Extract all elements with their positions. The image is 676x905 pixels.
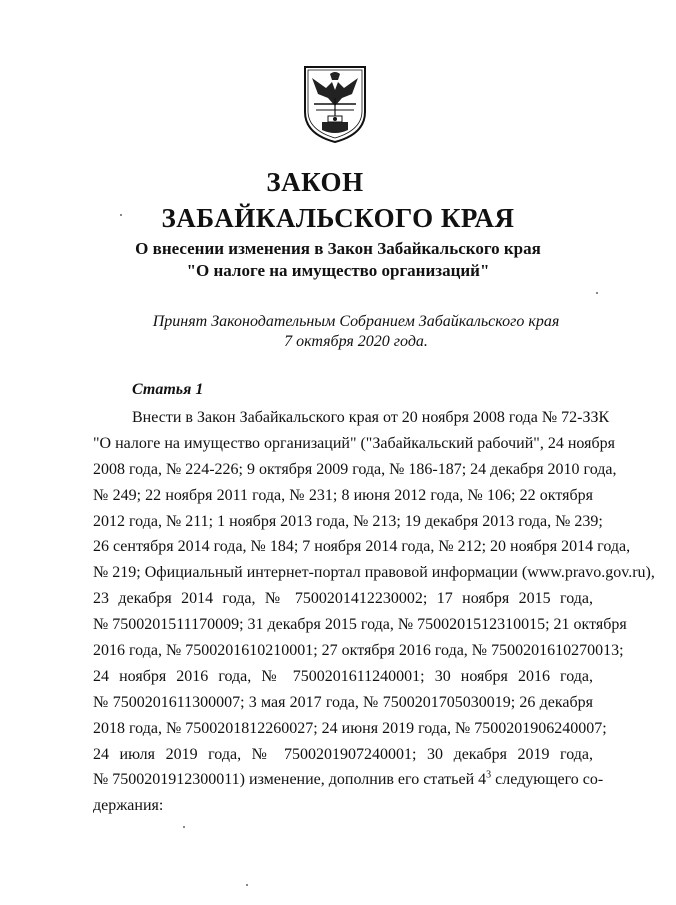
article-line: "О налоге на имущество организаций" ("Забайкальский рабочий", 24 ноября	[93, 434, 615, 452]
article-line: 23 декабря 2014 года, № 7500201412230002; 17 ноября 2015 года,	[93, 590, 593, 608]
adoption-date: 7 октября 2020 года.	[284, 333, 428, 350]
article-line: № 249; 22 ноября 2011 года, № 231; 8 июня 2012 года, № 106; 22 октября	[93, 486, 593, 504]
scan-speck	[120, 214, 122, 216]
article-line: 24 июля 2019 года, № 7500201907240001; 30 декабря 2019 года,	[93, 745, 593, 763]
scan-speck	[183, 826, 185, 828]
article-number-superscript: 3	[486, 770, 492, 782]
article-line-text: № 7500201912300011) изменение, дополнив его статьей 4	[93, 771, 487, 789]
article-line: 2012 года, № 211; 1 ноября 2013 года, № 213; 19 декабря 2013 года, № 239;	[93, 512, 603, 530]
article-line: Внести в Закон Забайкальского края от 20 ноября 2008 года № 72-ЗЗК	[132, 409, 610, 426]
article-line-text: следующего со-	[491, 771, 604, 789]
article-line: № 7500201511170009; 31 декабря 2015 года, № 7500201512310015; 21 октября	[93, 616, 627, 634]
article-line: 2018 года, № 7500201812260027; 24 июня 2019 года, № 7500201906240007;	[93, 719, 607, 737]
article-line: держания:	[93, 797, 164, 815]
article-line: № 219; Официальный интернет-портал правовой информации (www.pravo.gov.ru),	[93, 564, 655, 582]
adoption-note-line-1: Принят Законодательным Собранием Забайкальского края	[152, 313, 560, 330]
article-line: 2008 года, № 224-226; 9 октября 2009 года, № 186-187; 24 декабря 2010 года,	[93, 460, 617, 478]
coat-of-arms-emblem	[302, 64, 368, 144]
scan-speck	[246, 884, 248, 886]
law-title: ЗАКОН	[266, 167, 364, 197]
article-line: 2016 года, № 7500201610210001; 27 октября 2016 года, № 7500201610270013;	[93, 642, 624, 660]
article-heading: Статья 1	[132, 381, 204, 398]
article-line: 26 сентября 2014 года, № 184; 7 ноября 2014 года, № 212; 20 ноября 2014 года,	[93, 538, 631, 556]
article-line: 24 ноября 2016 года, № 7500201611240001; 30 ноября 2016 года,	[93, 667, 593, 685]
law-subtitle-line-2: "О налоге на имущество организаций"	[186, 261, 490, 280]
law-subtitle-line-1: О внесении изменения в Закон Забайкальского края	[135, 239, 541, 258]
article-line-with-superscript	[93, 767, 604, 793]
article-body	[93, 405, 655, 819]
scan-speck	[596, 292, 598, 294]
law-region-title: ЗАБАЙКАЛЬСКОГО КРАЯ	[161, 203, 515, 233]
article-line: № 7500201611300007; 3 мая 2017 года, № 7500201705030019; 26 декабря	[93, 693, 593, 711]
